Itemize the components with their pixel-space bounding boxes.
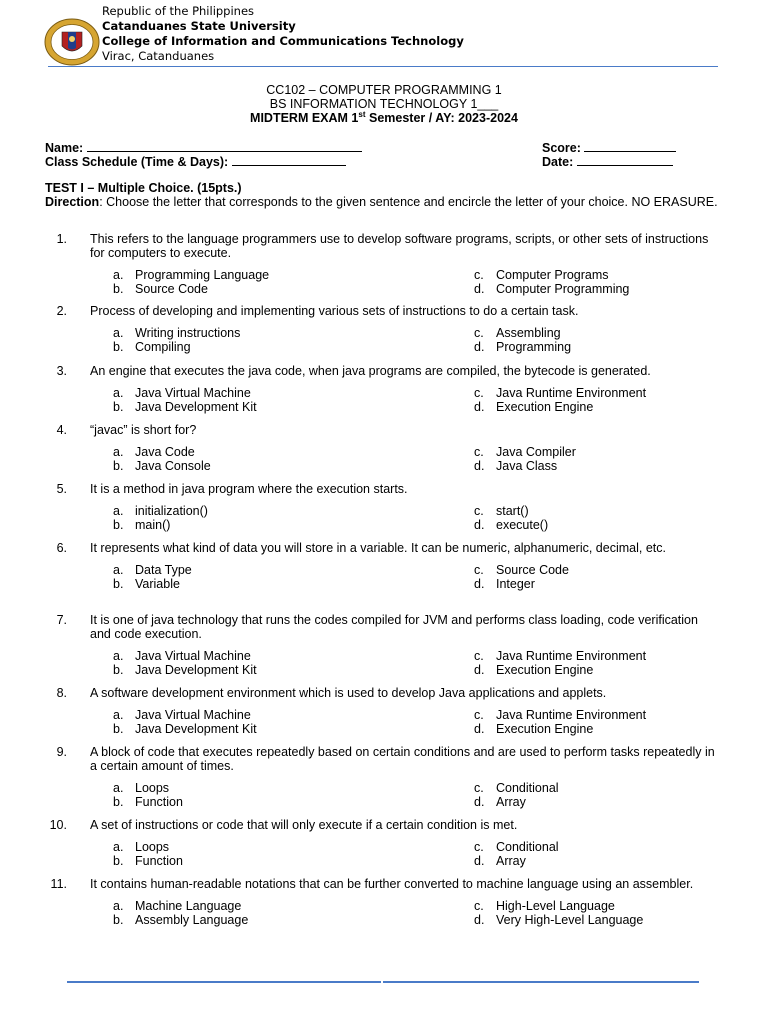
choice-letter: b. bbox=[113, 459, 124, 473]
choice-letter: b. bbox=[113, 854, 124, 868]
choice-b[interactable] bbox=[113, 282, 474, 296]
direction-text: : Choose the letter that corresponds to the given sentence and encircle the letter of your choice. NO ERASURE. bbox=[99, 195, 718, 209]
question-item bbox=[45, 686, 725, 736]
question-item bbox=[45, 818, 725, 868]
schedule-label: Class Schedule (Time & Days): bbox=[45, 155, 229, 169]
choice-letter: d. bbox=[474, 518, 485, 532]
choice-text: initialization() bbox=[135, 504, 208, 518]
test-direction bbox=[45, 195, 725, 209]
choice-grid bbox=[113, 504, 725, 532]
choice-d[interactable] bbox=[474, 282, 724, 296]
choice-text: execute() bbox=[496, 518, 549, 532]
choice-text: Java Compiler bbox=[496, 445, 576, 459]
choice-grid bbox=[113, 781, 725, 809]
choice-letter: a. bbox=[113, 504, 124, 518]
choice-d[interactable] bbox=[474, 722, 724, 736]
date-blank[interactable] bbox=[577, 154, 673, 166]
choice-letter: c. bbox=[474, 840, 484, 854]
choice-text: Assembly Language bbox=[135, 913, 249, 927]
choice-letter: d. bbox=[474, 663, 485, 677]
choice-text: Very High-Level Language bbox=[496, 913, 644, 927]
question-text: A block of code that executes repeatedly based on certain conditions and are used to perform tasks repeatedly in a certain amount of times. bbox=[90, 745, 715, 773]
choice-grid bbox=[113, 326, 725, 354]
choice-text: Array bbox=[496, 795, 526, 809]
exam-titles bbox=[0, 83, 768, 125]
choice-text: Java Virtual Machine bbox=[135, 649, 251, 663]
choice-a[interactable] bbox=[113, 504, 474, 518]
choice-text: Java Development Kit bbox=[135, 722, 257, 736]
question-item bbox=[45, 482, 725, 532]
course-title: CC102 – COMPUTER PROGRAMMING 1 bbox=[266, 83, 502, 97]
question-item bbox=[45, 745, 725, 809]
choice-letter: c. bbox=[474, 563, 484, 577]
choice-c[interactable] bbox=[474, 504, 724, 518]
question-number: 8. bbox=[56, 686, 67, 700]
choice-text: Integer bbox=[496, 577, 535, 591]
question-text: This refers to the language programmers use to develop software programs, scripts, or other sets of instructions for computers to execute. bbox=[90, 232, 709, 260]
choice-a[interactable] bbox=[113, 563, 474, 577]
choice-letter: c. bbox=[474, 326, 484, 340]
score-label: Score: bbox=[542, 141, 581, 155]
question-text: A software development environment which is used to develop Java applications and applets. bbox=[90, 686, 607, 700]
choice-letter: b. bbox=[113, 282, 124, 296]
choice-letter: a. bbox=[113, 708, 124, 722]
choice-b[interactable] bbox=[113, 854, 474, 868]
choice-a[interactable] bbox=[113, 899, 474, 913]
footer-divider-right bbox=[383, 981, 699, 983]
choice-grid bbox=[113, 563, 725, 591]
choice-c[interactable] bbox=[474, 708, 724, 722]
choice-letter: a. bbox=[113, 445, 124, 459]
choice-letter: b. bbox=[113, 340, 124, 354]
question-item bbox=[45, 304, 725, 354]
choice-text: Computer Programming bbox=[496, 282, 630, 296]
score-blank[interactable] bbox=[584, 140, 676, 152]
choice-text: Source Code bbox=[496, 563, 569, 577]
question-item bbox=[45, 423, 725, 473]
footer-divider-left bbox=[67, 981, 381, 983]
name-label: Name: bbox=[45, 141, 84, 155]
test-title: TEST I – Multiple Choice. (15pts.) bbox=[45, 181, 242, 195]
choice-grid bbox=[113, 649, 725, 677]
question-item bbox=[45, 232, 725, 296]
choice-c[interactable] bbox=[474, 563, 724, 577]
choice-text: Compiling bbox=[135, 340, 191, 354]
choice-text: Java Virtual Machine bbox=[135, 386, 251, 400]
choice-text: Programming bbox=[496, 340, 572, 354]
question-number: 7. bbox=[56, 613, 67, 627]
choice-grid bbox=[113, 708, 725, 736]
address-line: Virac, Catanduanes bbox=[102, 49, 215, 63]
question-number: 1. bbox=[56, 232, 67, 246]
choice-c[interactable] bbox=[474, 268, 724, 282]
choice-text: Java Runtime Environment bbox=[496, 386, 647, 400]
choice-letter: b. bbox=[113, 663, 124, 677]
choice-letter: b. bbox=[113, 795, 124, 809]
choice-text: Java Runtime Environment bbox=[496, 649, 647, 663]
choice-b[interactable] bbox=[113, 913, 474, 927]
choice-letter: d. bbox=[474, 854, 485, 868]
choice-b[interactable] bbox=[113, 400, 474, 414]
exam-title-prefix: MIDTERM EXAM 1 bbox=[250, 111, 359, 125]
choice-c[interactable] bbox=[474, 386, 724, 400]
choice-d[interactable] bbox=[474, 795, 724, 809]
choice-letter: d. bbox=[474, 795, 485, 809]
choice-letter: c. bbox=[474, 504, 484, 518]
choice-text: Array bbox=[496, 854, 526, 868]
choice-c[interactable] bbox=[474, 445, 724, 459]
choice-text: Function bbox=[135, 795, 183, 809]
question-item bbox=[45, 364, 725, 414]
choice-text: High-Level Language bbox=[496, 899, 615, 913]
question-item bbox=[45, 541, 725, 591]
choice-b[interactable] bbox=[113, 340, 474, 354]
schedule-field[interactable] bbox=[45, 154, 346, 169]
exam-title-suffix: Semester / AY: 2023-2024 bbox=[365, 111, 518, 125]
choice-grid bbox=[113, 899, 725, 927]
choice-letter: b. bbox=[113, 722, 124, 736]
choice-d[interactable] bbox=[474, 459, 724, 473]
choice-letter: d. bbox=[474, 459, 485, 473]
choice-text: Machine Language bbox=[135, 899, 242, 913]
choice-a[interactable] bbox=[113, 386, 474, 400]
choice-c[interactable] bbox=[474, 649, 724, 663]
choice-grid bbox=[113, 445, 725, 473]
choice-grid bbox=[113, 268, 725, 296]
date-label: Date: bbox=[542, 155, 574, 169]
question-item bbox=[45, 877, 725, 927]
university-name: Catanduanes State University bbox=[102, 19, 296, 33]
choice-c[interactable] bbox=[474, 781, 724, 795]
question-number: 9. bbox=[56, 745, 67, 759]
name-blank[interactable] bbox=[87, 140, 362, 152]
choice-letter: a. bbox=[113, 563, 124, 577]
header-divider bbox=[48, 66, 718, 67]
question-number: 3. bbox=[56, 364, 67, 378]
choice-letter: a. bbox=[113, 268, 124, 282]
choice-b[interactable] bbox=[113, 722, 474, 736]
choice-a[interactable] bbox=[113, 326, 474, 340]
question-number: 2. bbox=[56, 304, 67, 318]
choice-letter: d. bbox=[474, 340, 485, 354]
choice-text: Data Type bbox=[135, 563, 192, 577]
choice-text: Java Runtime Environment bbox=[496, 708, 647, 722]
choice-letter: d. bbox=[474, 722, 485, 736]
choice-letter: c. bbox=[474, 649, 484, 663]
choice-text: Java Development Kit bbox=[135, 663, 257, 677]
college-name: College of Information and Communications Technology bbox=[102, 34, 464, 48]
choice-text: Assembling bbox=[496, 326, 561, 340]
question-text: It is one of java technology that runs the codes compiled for JVM and performs class loading, code verification and code execution. bbox=[90, 613, 698, 641]
choice-text: Execution Engine bbox=[496, 663, 594, 677]
choice-text: Execution Engine bbox=[496, 722, 594, 736]
choice-d[interactable] bbox=[474, 663, 724, 677]
republic-line: Republic of the Philippines bbox=[102, 4, 255, 18]
exam-title-sup: st bbox=[358, 109, 366, 119]
choice-text: Computer Programs bbox=[496, 268, 609, 282]
choice-letter: d. bbox=[474, 913, 485, 927]
choice-letter: c. bbox=[474, 899, 484, 913]
choice-b[interactable] bbox=[113, 459, 474, 473]
question-text: An engine that executes the java code, when java programs are compiled, the bytecode is generated. bbox=[90, 364, 651, 378]
choice-letter: a. bbox=[113, 649, 124, 663]
question-text: It is a method in java program where the execution starts. bbox=[90, 482, 408, 496]
choice-text: Execution Engine bbox=[496, 400, 594, 414]
choice-letter: a. bbox=[113, 326, 124, 340]
question-number: 6. bbox=[56, 541, 67, 555]
choice-d[interactable] bbox=[474, 854, 724, 868]
score-field[interactable] bbox=[542, 140, 676, 155]
choice-letter: a. bbox=[113, 840, 124, 854]
choice-letter: c. bbox=[474, 268, 484, 282]
question-number: 10. bbox=[49, 818, 67, 832]
choice-d[interactable] bbox=[474, 577, 724, 591]
choice-letter: a. bbox=[113, 386, 124, 400]
name-field[interactable] bbox=[45, 140, 362, 155]
choice-letter: c. bbox=[474, 445, 484, 459]
choice-letter: b. bbox=[113, 913, 124, 927]
choice-text: Variable bbox=[135, 577, 180, 591]
choice-text: Loops bbox=[135, 781, 170, 795]
date-field[interactable] bbox=[542, 154, 673, 169]
choice-d[interactable] bbox=[474, 400, 724, 414]
choice-d[interactable] bbox=[474, 518, 724, 532]
choice-text: start() bbox=[496, 504, 529, 518]
choice-text: Source Code bbox=[135, 282, 208, 296]
exam-title bbox=[0, 111, 768, 125]
choice-text: Writing instructions bbox=[135, 326, 241, 340]
letterhead bbox=[44, 4, 724, 66]
choice-grid bbox=[113, 840, 725, 868]
choice-d[interactable] bbox=[474, 913, 724, 927]
choice-c[interactable] bbox=[474, 840, 724, 854]
choice-c[interactable] bbox=[474, 326, 724, 340]
choice-letter: a. bbox=[113, 899, 124, 913]
schedule-blank[interactable] bbox=[232, 154, 346, 166]
question-text: It contains human-readable notations that can be further converted to machine language using an assembler. bbox=[90, 877, 694, 891]
choice-text: Programming Language bbox=[135, 268, 270, 282]
question-text: A set of instructions or code that will only execute if a certain condition is met. bbox=[90, 818, 518, 832]
choice-text: Conditional bbox=[496, 781, 559, 795]
choice-c[interactable] bbox=[474, 899, 724, 913]
choice-letter: b. bbox=[113, 518, 124, 532]
question-number: 4. bbox=[56, 423, 67, 437]
direction-label: Direction bbox=[45, 195, 100, 209]
choice-a[interactable] bbox=[113, 840, 474, 854]
choice-text: Loops bbox=[135, 840, 170, 854]
choice-letter: b. bbox=[113, 400, 124, 414]
question-text: It represents what kind of data you will store in a variable. It can be numeric, alphanumeric, decimal, etc. bbox=[90, 541, 666, 555]
question-number: 5. bbox=[56, 482, 67, 496]
choice-b[interactable] bbox=[113, 663, 474, 677]
choice-b[interactable] bbox=[113, 577, 474, 591]
choice-letter: c. bbox=[474, 386, 484, 400]
question-number: 11. bbox=[50, 877, 67, 891]
choice-d[interactable] bbox=[474, 340, 724, 354]
choice-text: main() bbox=[135, 518, 171, 532]
choice-letter: c. bbox=[474, 708, 484, 722]
choice-grid bbox=[113, 386, 725, 414]
choice-letter: a. bbox=[113, 781, 124, 795]
choice-text: Java Class bbox=[496, 459, 558, 473]
choice-a[interactable] bbox=[113, 445, 474, 459]
choice-text: Java Virtual Machine bbox=[135, 708, 251, 722]
choice-a[interactable] bbox=[113, 268, 474, 282]
choice-text: Function bbox=[135, 854, 183, 868]
choice-a[interactable] bbox=[113, 781, 474, 795]
choice-text: Java Development Kit bbox=[135, 400, 257, 414]
question-item bbox=[45, 613, 725, 677]
choice-text: Java Console bbox=[135, 459, 211, 473]
program-title: BS INFORMATION TECHNOLOGY 1___ bbox=[269, 97, 499, 111]
question-text: “javac” is short for? bbox=[90, 423, 197, 437]
choice-a[interactable] bbox=[113, 708, 474, 722]
choice-a[interactable] bbox=[113, 649, 474, 663]
choice-text: Java Code bbox=[135, 445, 195, 459]
choice-text: Conditional bbox=[496, 840, 559, 854]
letterhead-text bbox=[102, 4, 464, 64]
choice-letter: d. bbox=[474, 400, 485, 414]
choice-letter: d. bbox=[474, 282, 485, 296]
university-seal-icon bbox=[44, 18, 100, 66]
choice-letter: c. bbox=[474, 781, 484, 795]
choice-b[interactable] bbox=[113, 518, 474, 532]
choice-letter: b. bbox=[113, 577, 124, 591]
choice-letter: d. bbox=[474, 577, 485, 591]
choice-b[interactable] bbox=[113, 795, 474, 809]
question-text: Process of developing and implementing various sets of instructions to do a certain task. bbox=[90, 304, 579, 318]
